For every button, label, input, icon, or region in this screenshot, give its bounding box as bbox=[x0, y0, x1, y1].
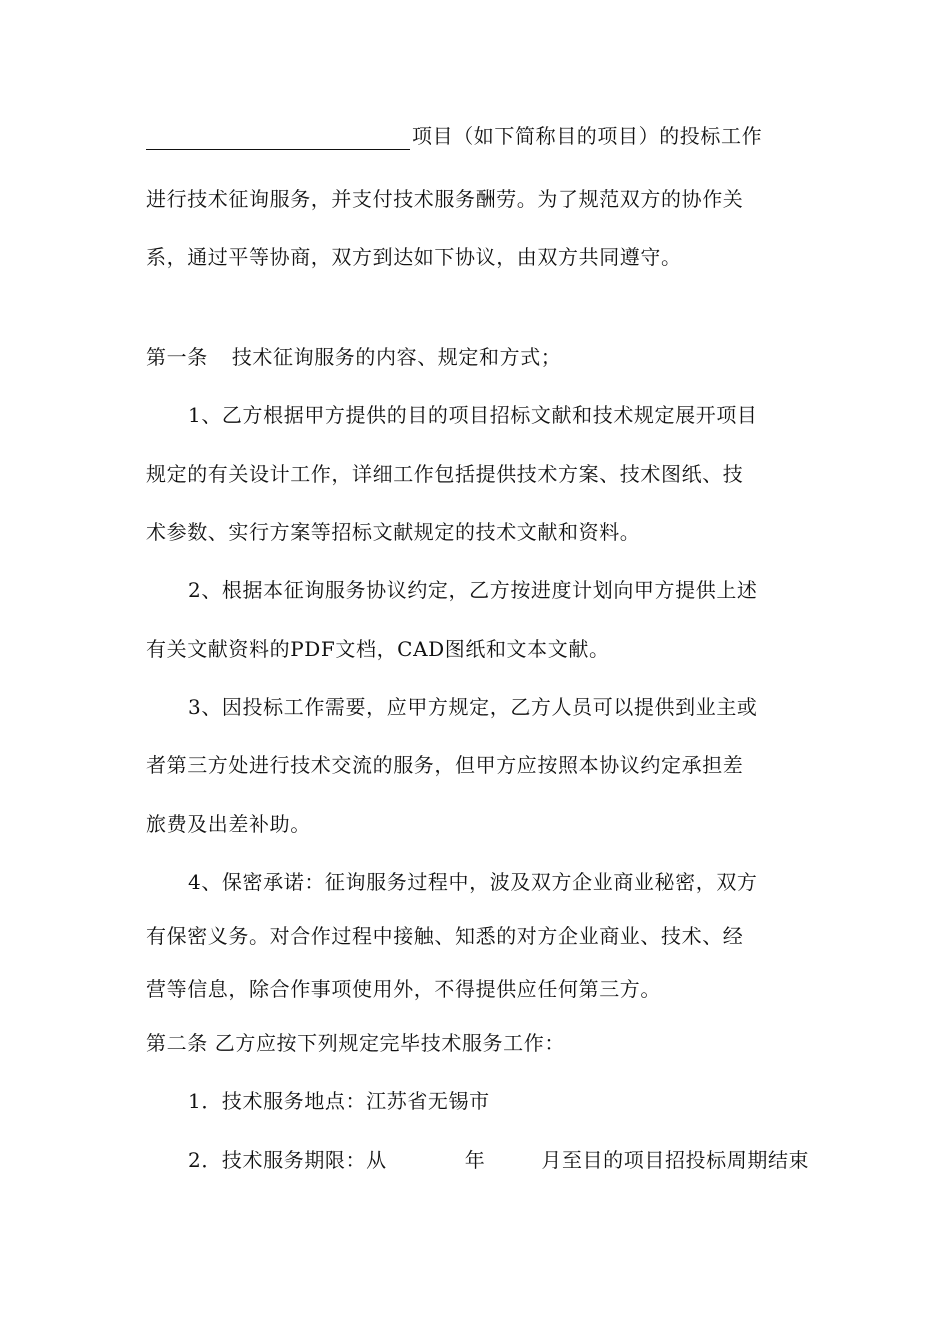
article-2-item-2 bbox=[188, 1146, 816, 1174]
article-1-heading bbox=[146, 343, 816, 371]
article-2-heading: 第二条 乙方应按下列规定完毕技术服务工作： bbox=[146, 1031, 565, 1055]
article-2-item-2-start: 2．技术服务期限：从 bbox=[188, 1148, 387, 1172]
intro-line-1-text: 项目（如下简称目的项目）的投标工作 bbox=[412, 124, 763, 148]
article-1-item-3-line-1: 3、因投标工作需要，应甲方规定，乙方人员可以提供到业主或 bbox=[188, 695, 758, 719]
article-2-item-1: 1．技术服务地点：江苏省无锡市 bbox=[188, 1089, 490, 1113]
article-1-title: 技术征询服务的内容、规定和方式； bbox=[231, 345, 562, 369]
article-1-item-4-line-2: 有保密义务。对合作过程中接触、知悉的对方企业商业、技术、经 bbox=[146, 924, 744, 948]
article-1-item-2-line-1: 2、根据本征询服务协议约定，乙方按进度计划向甲方提供上述 bbox=[188, 578, 758, 602]
article-1-item-1-line-2: 规定的有关设计工作，详细工作包括提供技术方案、技术图纸、技 bbox=[146, 462, 744, 486]
intro-line-1 bbox=[146, 122, 816, 150]
article-1-item-4-line-1: 4、保密承诺：征询服务过程中，波及双方企业商业秘密，双方 bbox=[188, 870, 758, 894]
fill-in-blank[interactable] bbox=[146, 127, 410, 150]
article-1-item-2-line-2: 有关文献资料的PDF文档，CAD图纸和文本文献。 bbox=[146, 637, 610, 661]
article-2-item-2-year: 年 bbox=[464, 1148, 486, 1172]
article-1-number: 第一条 bbox=[146, 345, 208, 369]
article-1-item-4-line-3: 营等信息，除合作事项使用外，不得提供应任何第三方。 bbox=[146, 977, 661, 1001]
article-1-item-1-line-3: 术参数、实行方案等招标文献规定的技术文献和资料。 bbox=[146, 520, 641, 544]
article-1-item-3-line-3: 旅费及出差补助。 bbox=[146, 812, 311, 836]
article-1-item-1-line-1: 1、乙方根据甲方提供的目的项目招标文献和技术规定展开项目 bbox=[188, 403, 758, 427]
article-2-item-2-end: 月至目的项目招投标周期结束 bbox=[541, 1148, 810, 1172]
intro-line-2: 进行技术征询服务，并支付技术服务酬劳。为了规范双方的协作关 bbox=[146, 187, 744, 211]
article-1-item-3-line-2: 者第三方处进行技术交流的服务，但甲方应按照本协议约定承担差 bbox=[146, 753, 744, 777]
intro-line-3: 系，通过平等协商，双方到达如下协议，由双方共同遵守。 bbox=[146, 245, 682, 269]
